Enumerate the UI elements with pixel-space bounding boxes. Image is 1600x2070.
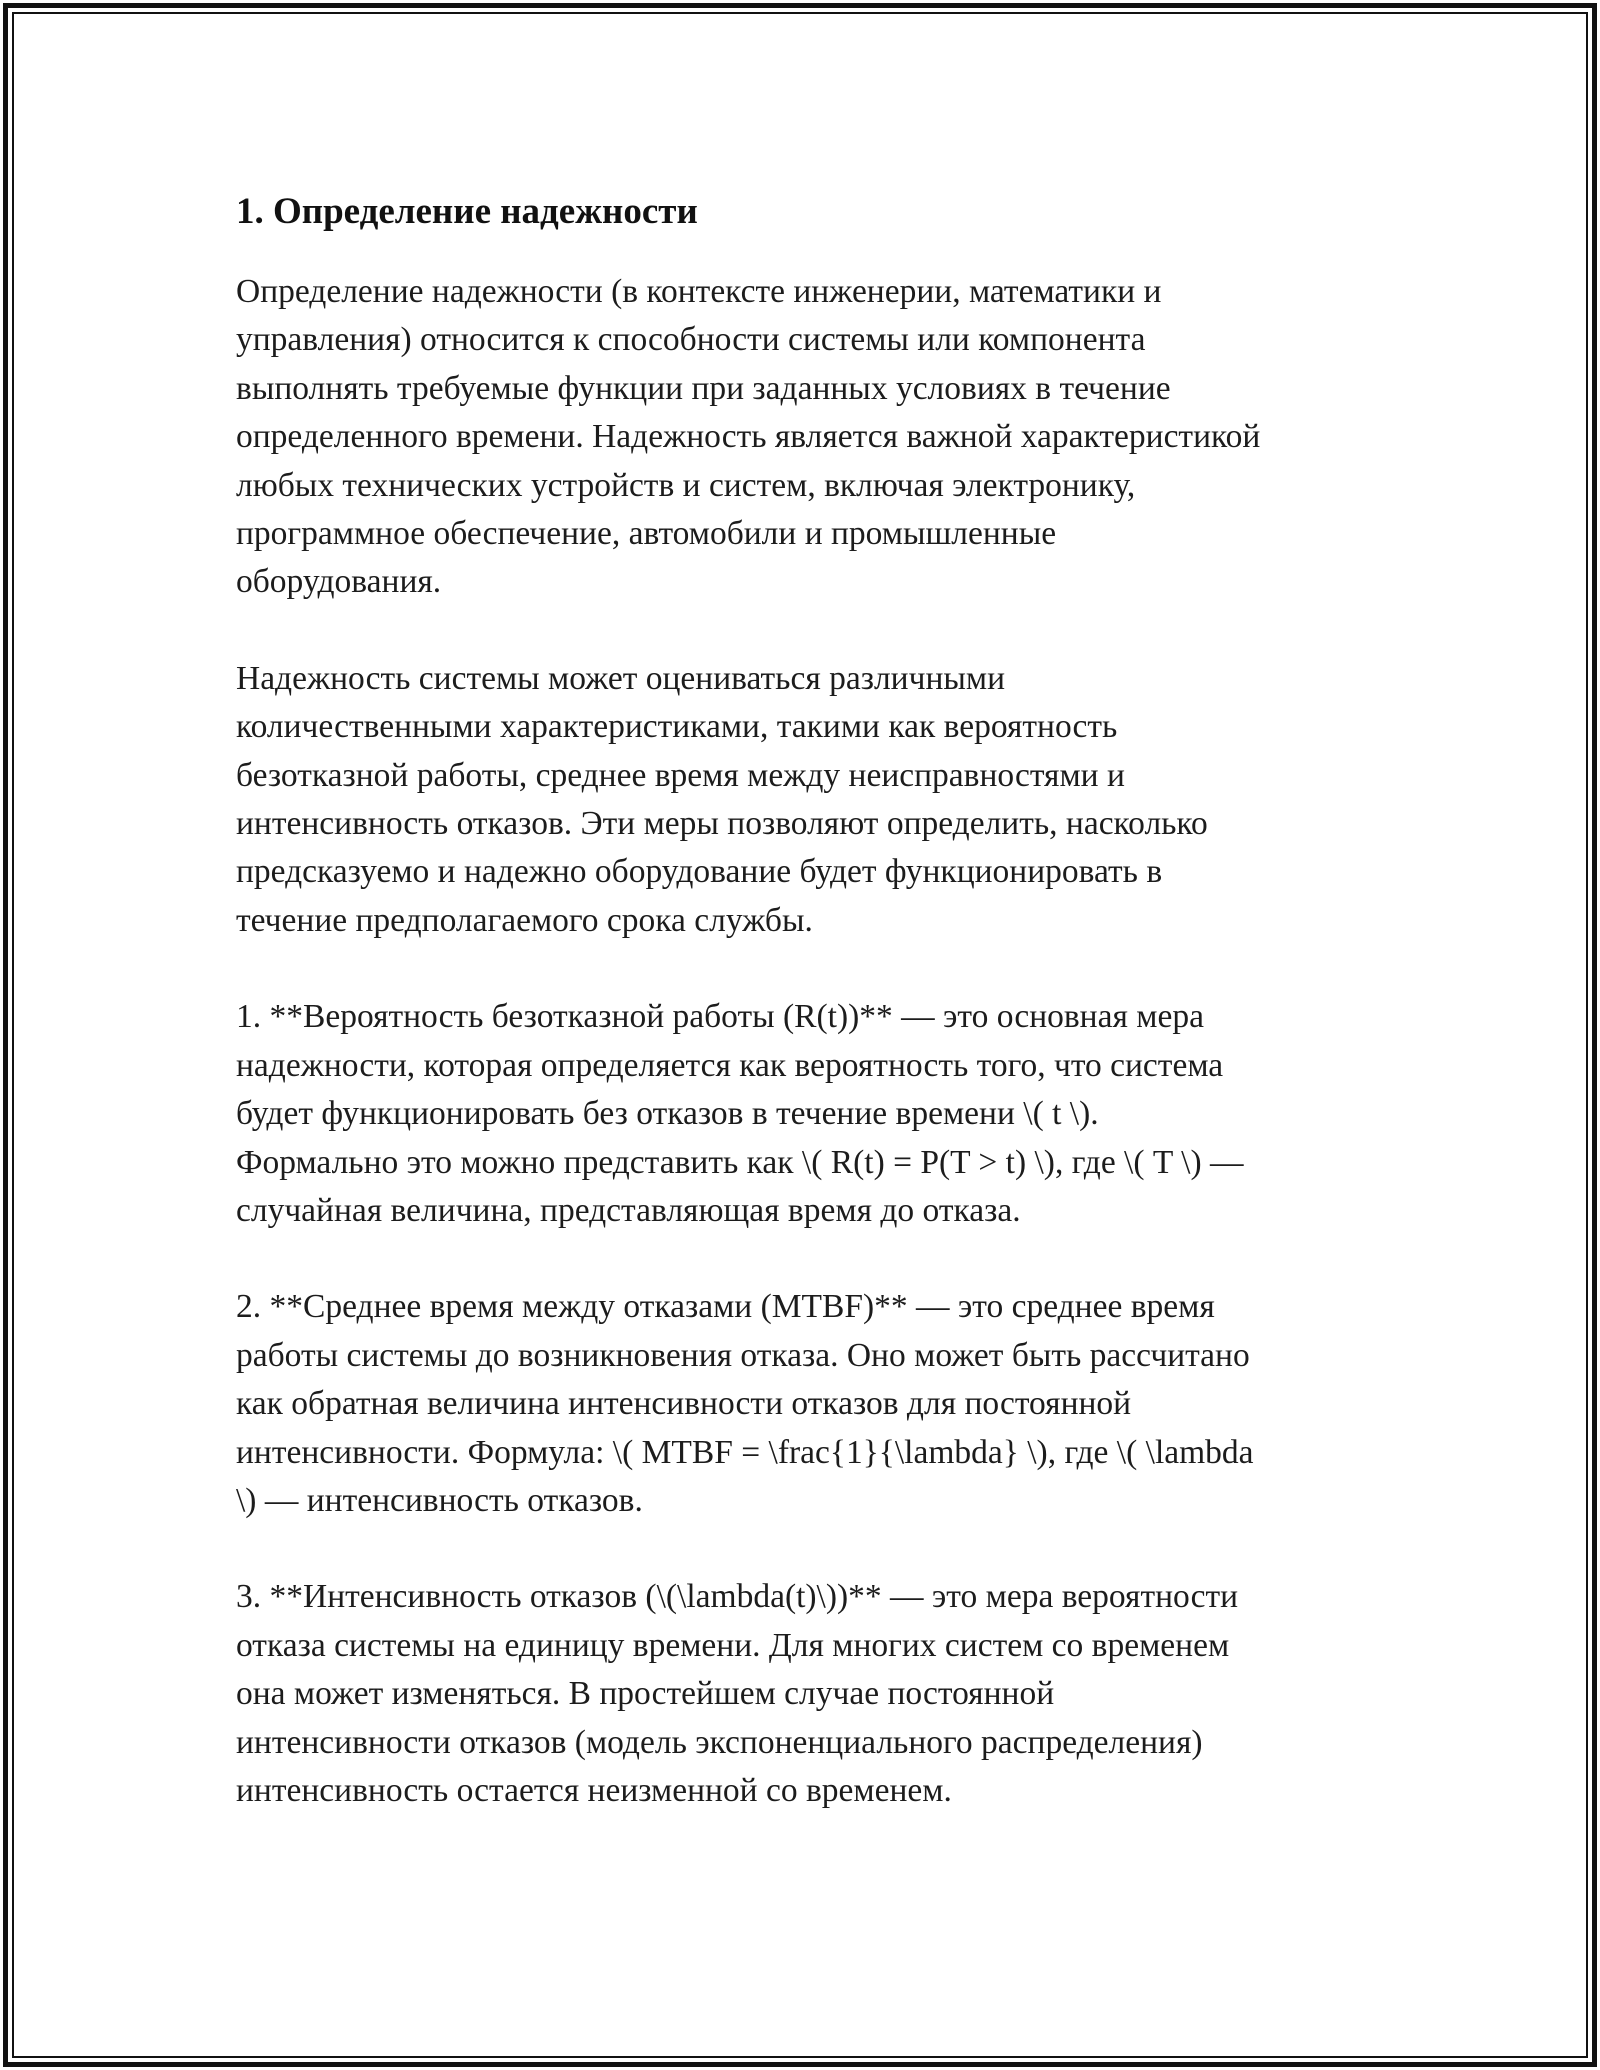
list-item-mtbf: 2. **Среднее время между отказами (MTBF)** — это среднее время работы системы до возникновения отказа. Оно может быть рассчитано как обратная величина интенсивности отказов для постоянной интенсивности. Формула: \( MTBF = \frac{1}{\lambda} \), где \( \lambda \) — интенсивность отказов. [236, 1288, 1254, 1519]
document-body [236, 186, 1381, 1863]
paragraph-definition: Определение надежности (в контексте инженерии, математики и управления) относится к способности системы или компонента выполнять требуемые функции при заданных условиях в течение определенного времени. Надежность является важной характеристикой любых технических устройств и систем, включая электронику, программное обеспечение, автомобили и промышленные оборудования. [236, 273, 1261, 601]
list-item-failure-rate: 3. **Интенсивность отказов (\(\lambda(t)\))** — это мера вероятности отказа системы на единицу времени. Для многих систем со временем она может изменяться. В простейшем случае постоянной интенсивности отказов (модель экспоненциального распределения) интенсивность остается неизменной со временем. [236, 1578, 1239, 1809]
list-item-reliability-probability: 1. **Вероятность безотказной работы (R(t))** — это основная мера надежности, которая определяется как вероятность того, что система будет функционировать без отказов в течение времени \( t \). Формально это можно представить как \( R(t) = P(T > t) \), где \( T \) — случайная величина, представляющая время до отказа. [236, 998, 1244, 1229]
paragraph-quantitative-measures: Надежность системы может оцениваться различными количественными характеристиками, такими как вероятность безотказной работы, среднее время между неисправностями и интенсивность отказов. Эти меры позволяют определить, насколько предсказуемо и надежно оборудование будет функционировать в течение предполагаемого срока службы. [236, 659, 1208, 939]
section-heading: 1. Определение надежности [236, 191, 698, 232]
